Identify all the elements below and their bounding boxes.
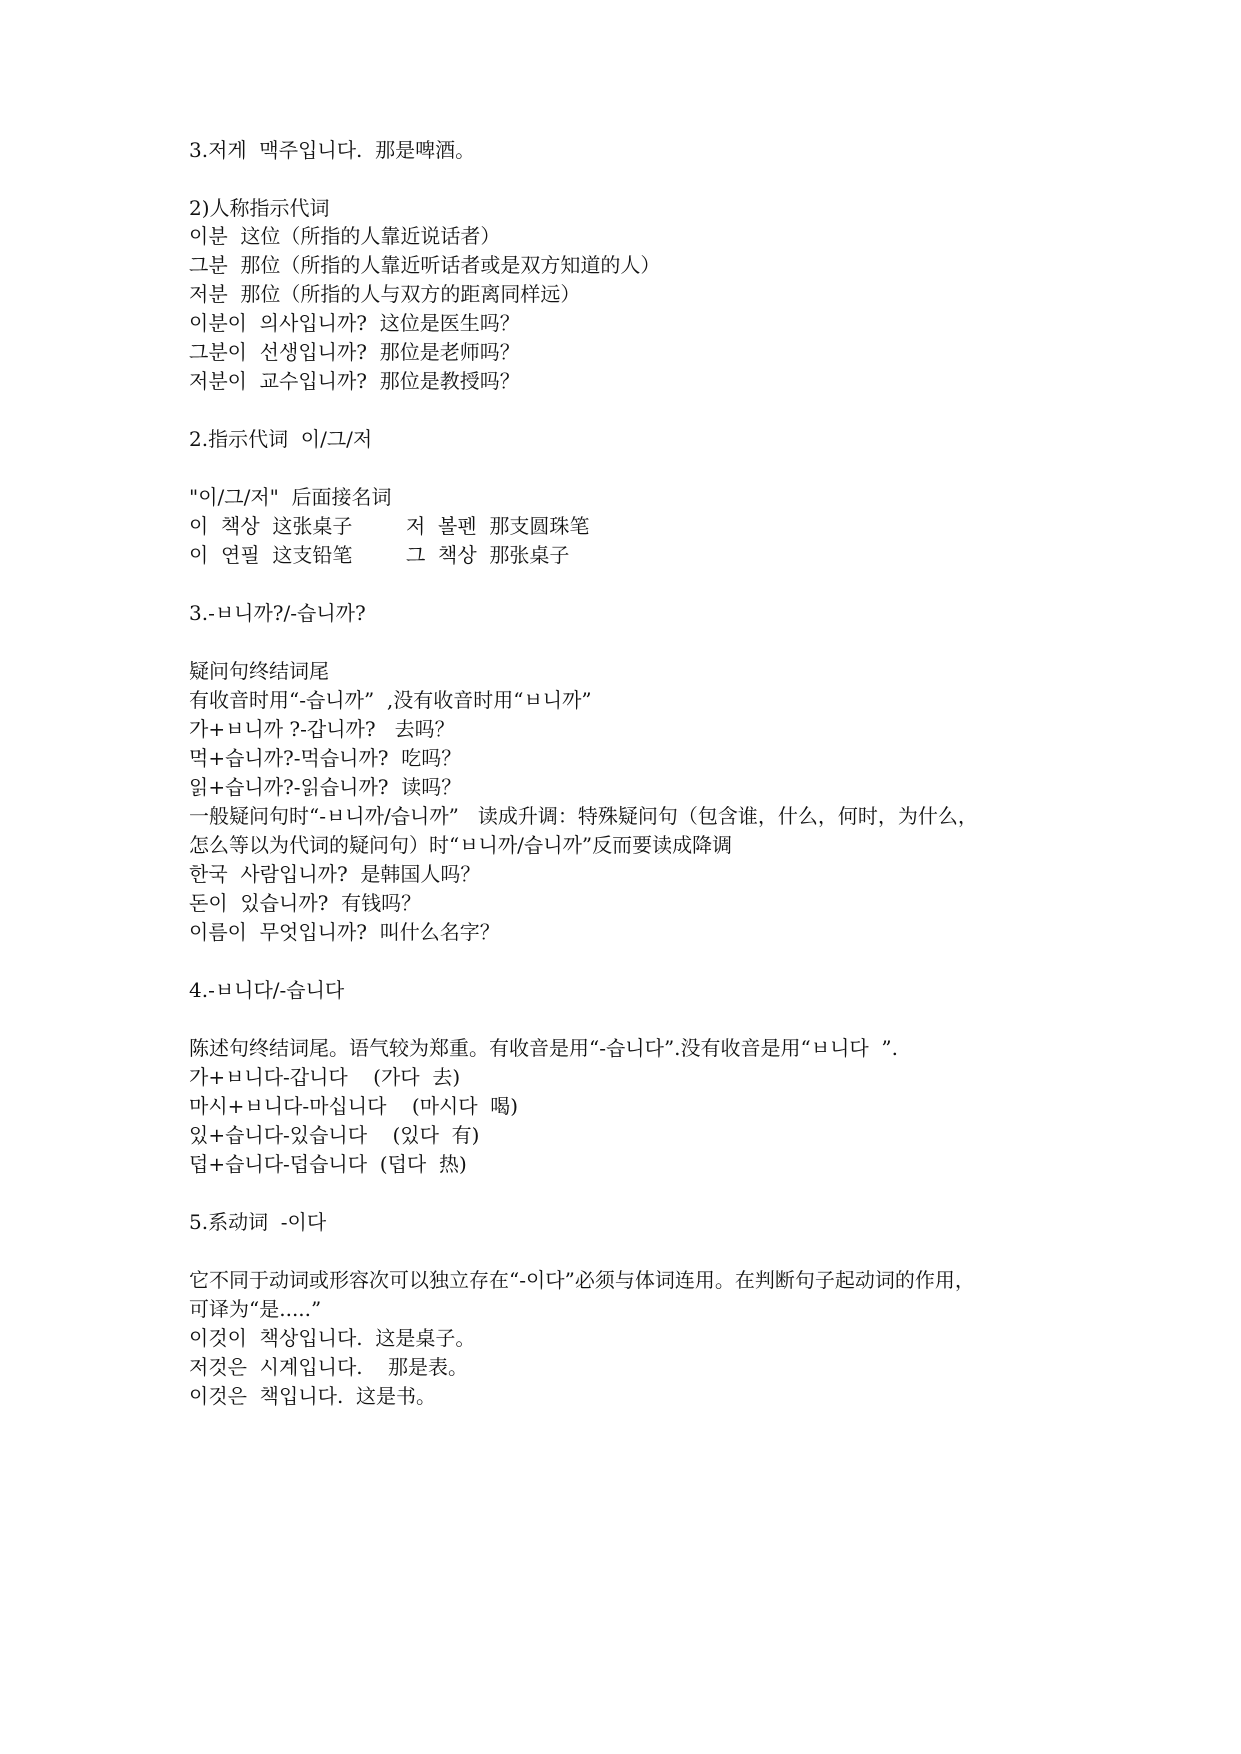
text-line: 이 연필 这支铅笔 — [189, 543, 353, 567]
text-line: 한국 사람입니까? 是韩国人吗？ — [189, 862, 481, 886]
text-line: 가+ㅂ니까 ?-갑니까? 去吗？ — [189, 717, 455, 741]
section-heading: 2.指示代词 이/그/저 — [189, 427, 373, 451]
text-line: 이것이 책상입니다. 这是桌子。 — [189, 1326, 476, 1350]
section-heading: 3.-ㅂ니까?/-습니까? — [189, 601, 366, 625]
text-line: 그분 那位（所指的人靠近听话者或是双方知道的人） — [189, 253, 661, 277]
text-line: 이분이 의사입니까? 这位是医生吗？ — [189, 311, 520, 335]
text-line: 이름이 무엇입니까? 叫什么名字？ — [189, 920, 500, 944]
text-line: 可译为“是.....” — [189, 1297, 322, 1321]
text-line: 3.저게 맥주입니다. 那是啤酒。 — [189, 138, 476, 162]
text-line: "이/그/저" 后面接名词 — [189, 485, 392, 509]
text-line: 저분이 교수입니까? 那位是教授吗？ — [189, 369, 520, 393]
text-line-col2: 그 책상 那张桌子 — [406, 543, 570, 567]
text-line: 돈이 있습니까? 有钱吗？ — [189, 891, 422, 915]
text-line: 저것은 시계입니다. 那是表。 — [189, 1355, 469, 1379]
text-line: 疑问句终结词尾 — [189, 659, 329, 683]
text-line: 있+습니다-있습니다 (있다 有) — [189, 1123, 480, 1147]
text-line: 它不同于动词或形容次可以独立存在“-이다”必须与体词连用。在判断句子起动词的作用， — [189, 1268, 975, 1292]
text-line: 有收音时用“-습니까” ,没有收音时用“ㅂ니까” — [189, 688, 592, 712]
section-heading: 2)人称指示代词 — [189, 196, 330, 220]
section-heading: 4.-ㅂ니다/-습니다 — [189, 978, 345, 1002]
text-line: 덥+습니다-덥습니다 (덥다 热) — [189, 1152, 467, 1176]
text-line: 읽+습니까?-읽습니까? 读吗？ — [189, 775, 462, 799]
text-line: 陈述句终结词尾。语气较为郑重。有收音是用“-습니다”.没有收音是用“ㅂ니다 ”. — [189, 1036, 899, 1060]
text-line: 먹+습니까?-먹습니까? 吃吗？ — [189, 746, 462, 770]
text-line: 이것은 책입니다. 这是书。 — [189, 1384, 437, 1408]
text-line: 가+ㅂ니다-갑니다 (가다 去) — [189, 1065, 461, 1089]
section-heading: 5.系动词 -이다 — [189, 1210, 327, 1234]
text-line: 이분 这位（所指的人靠近说话者） — [189, 224, 501, 248]
text-line: 마시+ㅂ니다-마십니다 (마시다 喝) — [189, 1094, 519, 1118]
text-line: 怎么等以为代词的疑问句）时“ㅂ니까/습니까”反而要读成降调 — [189, 833, 733, 857]
text-line: 이 책상 这张桌子 — [189, 514, 353, 538]
text-line: 一般疑问句时“-ㅂ니까/습니까” 读成升调：特殊疑问句（包含谁，什么，何时，为什么， — [189, 804, 978, 828]
text-line-col2: 저 볼펜 那支圆珠笔 — [406, 514, 590, 538]
text-line: 그분이 선생입니까? 那位是老师吗？ — [189, 340, 520, 364]
text-line: 저분 那位（所指的人与双方的距离同样远） — [189, 282, 581, 306]
